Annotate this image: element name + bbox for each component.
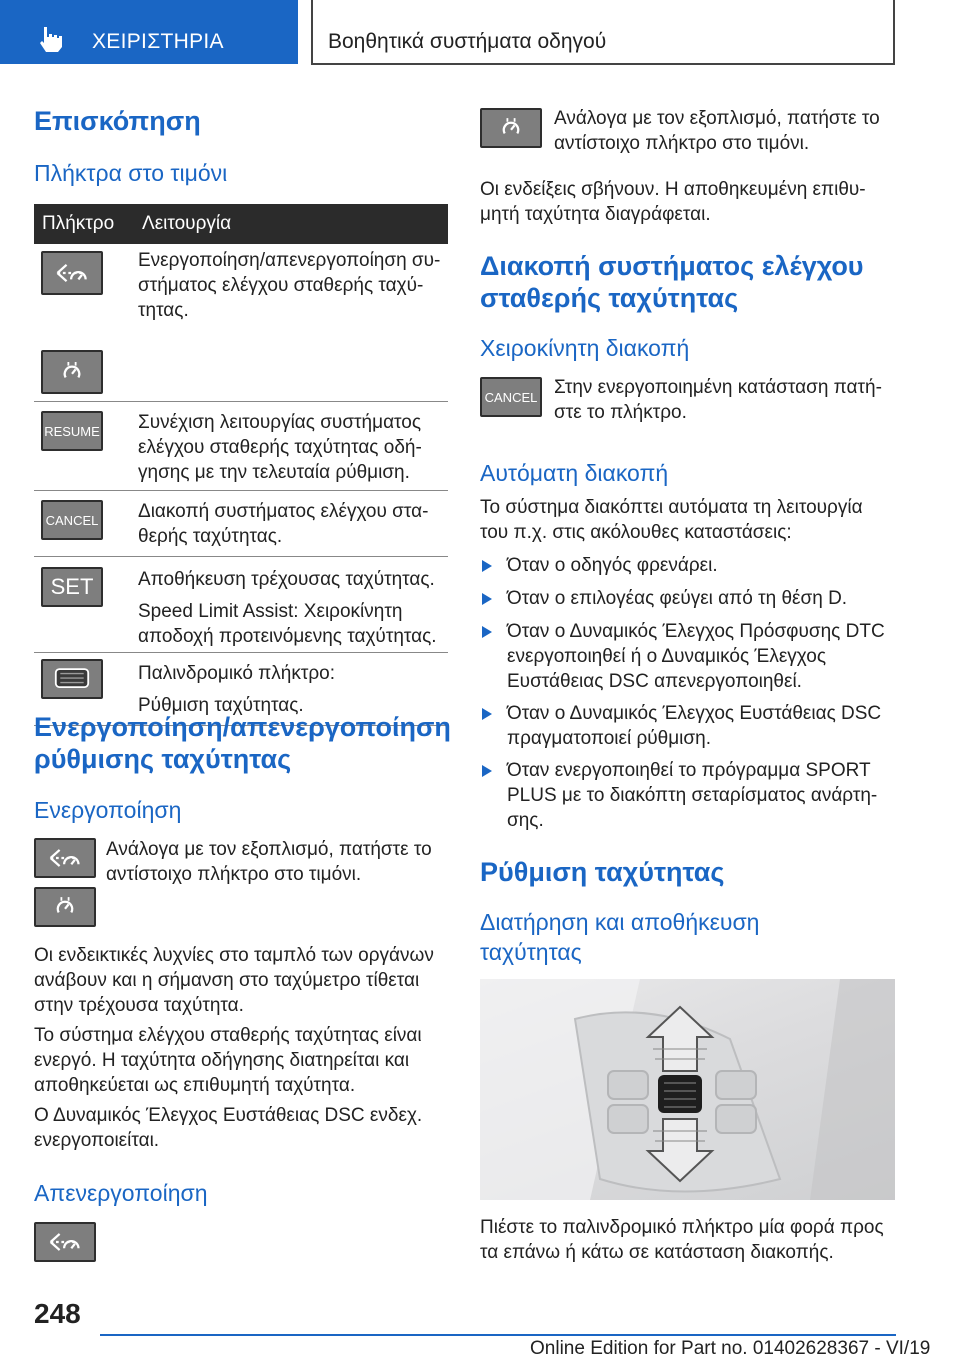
steering-controls-illustration: [480, 979, 895, 1200]
list-item: Όταν ο οδηγός φρενάρει.: [507, 555, 718, 576]
set-key-label: SET: [50, 574, 94, 599]
function-text: Διακοπή συστήματος ελέγχου στα-: [138, 501, 429, 522]
function-text: Speed Limit Assist: Χειροκίνητη: [138, 601, 403, 622]
list-item: Όταν ενεργοποιηθεί το πρόγραμμα SPORT: [507, 760, 871, 781]
function-text: Συνέχιση λειτουργίας συστήματος: [138, 412, 422, 433]
hand-pointer-icon: [34, 25, 66, 53]
column-header-key: Πλήκτρο: [34, 204, 138, 244]
list-item: ενεργοποιηθεί ή ο Δυναμικός Έλεγχος: [507, 646, 826, 667]
resume-key-label: RESUME: [44, 423, 100, 439]
manual-interrupt-subtitle: Χειροκίνητη διακοπή: [480, 335, 690, 361]
function-text: θερής ταχύτητας.: [138, 526, 283, 547]
steering-keys-title: Πλήκτρα στο τιμόνι: [34, 160, 228, 186]
hold-subtitle-line2: ταχύτητας: [480, 939, 582, 965]
table-row: [34, 244, 448, 402]
chapter-title: Βοηθητικά συστήματα οδηγού: [328, 30, 607, 53]
rocker-switch-key: [41, 659, 103, 699]
cruise-control-icon: [43, 253, 101, 293]
cancel-key-label: CANCEL: [45, 512, 99, 528]
function-text: ελέγχου σταθερής ταχύτητας οδή-: [138, 437, 422, 458]
cruise-control-icon: [36, 840, 94, 876]
paragraph: μητή ταχύτητα διαγράφεται.: [480, 204, 711, 225]
cancel-key-label: CANCEL: [484, 389, 538, 405]
bullet-marker: [482, 764, 492, 782]
bullet-marker: [482, 707, 492, 725]
function-text: Παλινδρομικό πλήκτρο:: [138, 663, 335, 684]
steering-controls-photo: [480, 979, 895, 1200]
list-item: πραγματοποιεί ρύθμιση.: [507, 728, 711, 749]
bullet-marker: [482, 625, 492, 643]
cancel-key: [41, 500, 103, 540]
table-row: [34, 402, 448, 491]
auto-interrupt-subtitle: Αυτόματη διακοπή: [480, 460, 669, 486]
manual-text: στε το πλήκτρο.: [554, 402, 687, 423]
paragraph: Το σύστημα διακόπτει αυτόματα τη λειτουργία: [480, 497, 863, 518]
activate-subtitle: Ενεργοποίηση: [34, 797, 182, 823]
photo-caption: τα επάνω ή κάτω σε κατάσταση διακοπής.: [480, 1242, 834, 1263]
resume-key: [41, 411, 103, 451]
deactivate-subtitle: Απενεργοποίηση: [34, 1180, 208, 1206]
paragraph: ανάβουν και η σήμανση στο ταχύμετρο τίθεται: [34, 970, 420, 991]
list-item: Όταν ο επιλογέας φεύγει από τη θέση D.: [507, 588, 848, 609]
bullet-marker: [482, 559, 492, 577]
paragraph: στην τρέχουσα ταχύτητα.: [34, 995, 244, 1016]
paragraph: του π.χ. στις ακόλουθες καταστάσεις:: [480, 522, 792, 543]
table-row: [34, 491, 448, 557]
list-item: σης.: [507, 810, 544, 831]
speed-limiter-key: [480, 108, 542, 148]
section-tab-label: ΧΕΙΡΙΣΤΗΡΙΑ: [92, 30, 224, 53]
speed-limiter-icon: [482, 110, 540, 146]
cruise-control-key: [41, 251, 103, 295]
overview-title: Επισκόπηση: [34, 106, 201, 136]
paragraph: αποθηκεύεται ως επιθυμητή ταχύτητα.: [34, 1075, 356, 1096]
function-text: Ενεργοποίηση/απενεργοποίηση συ-: [138, 250, 441, 271]
list-item: Όταν ο Δυναμικός Έλεγχος Ευστάθειας DSC: [507, 703, 882, 724]
photo-caption: Πιέστε το παλινδρομικό πλήκτρο μία φορά προς: [480, 1217, 884, 1238]
paragraph: Οι ενδεικτικές λυχνίες στο ταμπλό των οργάνων: [34, 945, 434, 966]
speed-limiter-key: [41, 350, 103, 394]
interrupt-title-line1: Διακοπή συστήματος ελέγχου: [480, 251, 864, 281]
header-underline: [311, 63, 895, 65]
function-text: αποδοχή προτεινόμενης ταχύτητας.: [138, 626, 437, 647]
table-row: [34, 557, 448, 653]
hold-subtitle-line1: Διατήρηση και αποθήκευση: [480, 909, 760, 935]
paragraph: ενεργοποιείται.: [34, 1130, 160, 1151]
cruise-control-icon: [36, 1224, 94, 1260]
paragraph: Ο Δυναμικός Έλεγχος Ευστάθειας DSC ενδεχ.: [34, 1105, 423, 1126]
function-text: στήματος ελέγχου σταθερής ταχύ-: [138, 275, 424, 296]
speed-limiter-key: [34, 887, 96, 927]
speed-limiter-icon: [36, 889, 94, 925]
paragraph: ενεργό. Η ταχύτητα οδήγησης διατηρείται και: [34, 1050, 410, 1071]
activation-title-line1: Ενεργοποίηση/απενεργοποίηση: [34, 712, 451, 742]
list-item: PLUS με το διακόπτη σεταρίσματος ανάρτη-: [507, 785, 878, 806]
activation-title-line2: ρύθμισης ταχύτητας: [34, 744, 292, 774]
cruise-control-key: [34, 838, 96, 878]
speed-limiter-icon: [43, 352, 101, 392]
header-divider: [311, 0, 313, 64]
activate-text: αντίστοιχο πλήκτρο στο τιμόνι.: [106, 864, 362, 885]
interrupt-title-line2: σταθερής ταχύτητας: [480, 283, 739, 313]
edition-text: Online Edition for Part no. 01402628367 - VI/19: [530, 1338, 931, 1359]
list-item: Ευστάθειας DSC απενεργοποιηθεί.: [507, 671, 802, 692]
function-text: τητας.: [138, 300, 189, 321]
function-text: Ρύθμιση ταχύτητας.: [138, 695, 304, 716]
activate-text: Ανάλογα με τον εξοπλισμό, πατήστε το: [106, 839, 432, 860]
list-item: Όταν ο Δυναμικός Έλεγχος Πρόσφυσης DTC: [507, 621, 885, 642]
rocker-switch-icon: [43, 661, 101, 697]
set-key: [41, 567, 103, 607]
header-divider-right: [893, 0, 895, 64]
function-text: γησης με την τελευταία ρύθμιση.: [138, 462, 410, 483]
table-header-row: [34, 204, 448, 244]
column-header-function: Λειτουργία: [138, 204, 448, 244]
footer-rule: [100, 1334, 896, 1336]
keys-table: [34, 204, 448, 726]
page-number: 248: [34, 1298, 81, 1329]
bullet-marker: [482, 592, 492, 610]
paragraph: Το σύστημα ελέγχου σταθερής ταχύτητας είναι: [34, 1025, 422, 1046]
paragraph: Οι ενδείξεις σβήνουν. Η αποθηκευμένη επιθυ-: [480, 179, 866, 200]
cancel-key: [480, 377, 542, 417]
deactivate-text: Ανάλογα με τον εξοπλισμό, πατήστε το: [554, 108, 880, 129]
cruise-control-key: [34, 1222, 96, 1262]
manual-text: Στην ενεργοποιημένη κατάσταση πατή-: [554, 377, 882, 398]
speed-title: Ρύθμιση ταχύτητας: [480, 857, 725, 887]
deactivate-text: αντίστοιχο πλήκτρο στο τιμόνι.: [554, 133, 810, 154]
function-text: Αποθήκευση τρέχουσας ταχύτητας.: [138, 569, 435, 590]
